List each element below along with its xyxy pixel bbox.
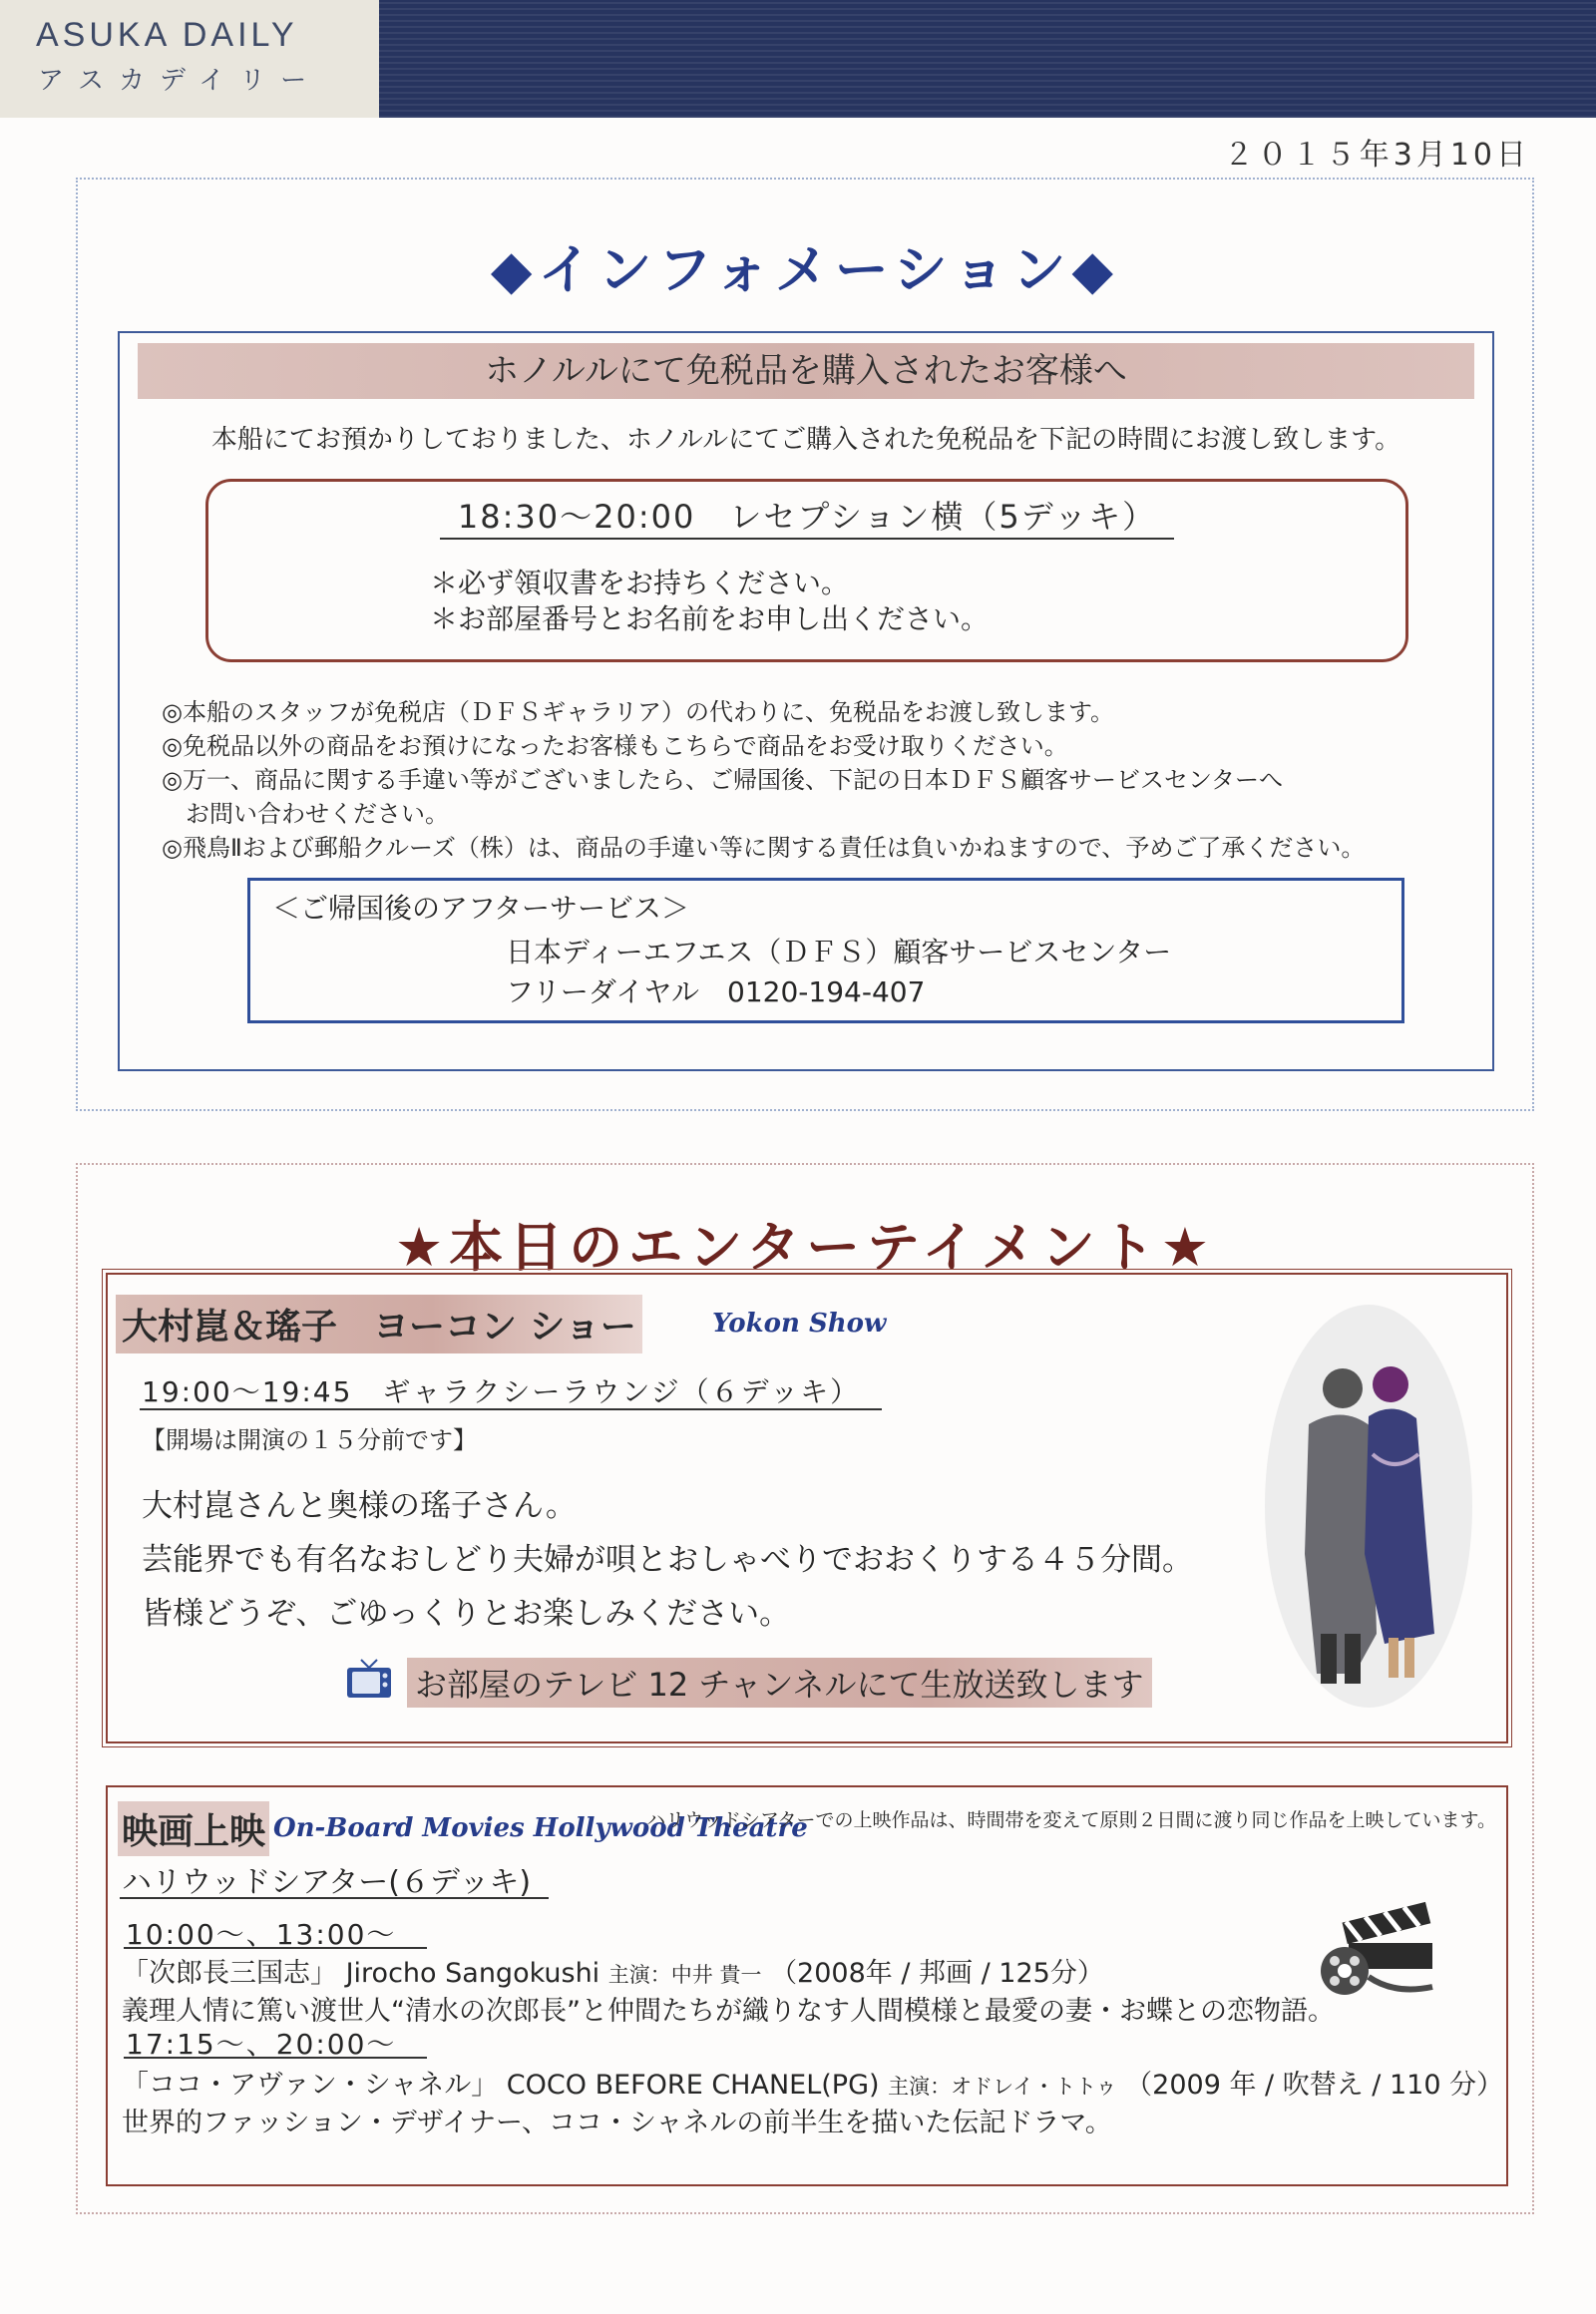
duty-free-banner: ホノルルにて免税品を購入されたお客様へ <box>138 343 1474 399</box>
movie-info: （2009 年 / 吹替え / 110 分） <box>1125 2070 1504 2101</box>
movie-times: 10:00～、13:00～ <box>126 1918 397 1951</box>
movie-info: （2008年 / 邦画 / 125分） <box>770 1958 1104 1989</box>
entertainment-panel <box>76 1163 1534 2214</box>
pickup-note-room: ＊お部屋番号とお名前をお申し出ください。 <box>430 602 990 635</box>
movie-description: 世界的ファッション・デザイナー、ココ・シャネルの前半生を描いた伝記ドラマ。 <box>122 2108 1112 2138</box>
movie-venue-underline <box>120 1897 549 1899</box>
information-panel <box>76 178 1534 1111</box>
show-box <box>106 1273 1508 1743</box>
movie-box <box>106 1785 1508 2186</box>
entertainment-heading: ★本日のエンターテイメント★ <box>394 1216 1216 1279</box>
brand-title: ASUKA DAILY <box>36 16 298 54</box>
note-line: ◎免税品以外の商品をお預けになったお客様もこちらで商品をお受け取りください。 <box>162 732 1068 760</box>
duty-free-notice <box>118 331 1494 1071</box>
movie-entry <box>122 2063 1503 2102</box>
information-heading: ◆インフォメーション◆ <box>490 238 1120 301</box>
brand-kana: アスカデイリー <box>38 66 322 96</box>
show-subtitle: Yokon Show <box>712 1309 887 1339</box>
header-band <box>379 0 1596 118</box>
aftersales-box <box>247 878 1404 1023</box>
movie-cast: 主演：中井 貴一 <box>607 1963 762 1987</box>
duty-free-intro: 本船にてお預かりしておりました、ホノルルにてご購入された免税品を下記の時間にお渡し致します。 <box>210 425 1401 455</box>
movie-notice: ハリウッドシアターでの上映作品は、時間帯を変えて原則２日間に渡り同じ作品を上映しています。 <box>646 1809 1496 1831</box>
pickup-note-receipt: ＊必ず領収書をお持ちください。 <box>430 567 850 599</box>
show-opening-note: 【開場は開演の１５分前です】 <box>142 1426 477 1454</box>
show-description-line: 大村崑さんと奥様の瑤子さん。 <box>142 1488 577 1524</box>
show-time-underline <box>140 1408 882 1410</box>
aftersales-center-name: 日本ディーエフエス（ＤＦＳ）顧客サービスセンター <box>506 936 1172 968</box>
movie-times-underline <box>124 1947 427 1949</box>
note-line: お問い合わせください。 <box>162 800 449 828</box>
movie-title: 「次郎長三国志」 Jirocho Sangokushi <box>122 1958 600 1989</box>
show-time: 19:00～19:45 ギャラクシーラウンジ（６デッキ） <box>142 1375 861 1408</box>
aftersales-phone: フリーダイヤル 0120-194-407 <box>506 975 926 1008</box>
movie-times-underline <box>124 2057 427 2059</box>
issue-date: ２０１５年3月10日 <box>1223 138 1530 173</box>
aftersales-title: ＜ご帰国後のアフターサービス＞ <box>272 892 690 925</box>
movie-description: 義理人情に篤い渡世人“清水の次郎長”と仲間たちが織りなす人間模様と最愛の妻・お蝶との恋物語。 <box>122 1996 1335 2027</box>
note-line: ◎本船のスタッフが免税店（ＤＦＳギャラリア）の代わりに、免税品をお渡し致します。 <box>162 698 1115 726</box>
note-line: ◎飛鳥Ⅱおよび郵船クルーズ（株）は、商品の手違い等に関する責任は負いかねますので、予めご了承ください。 <box>162 834 1366 862</box>
movie-times: 17:15～、20:00～ <box>126 2028 397 2061</box>
pickup-underline <box>440 538 1174 540</box>
show-description-line: 皆様どうぞ、ごゆっくりとお楽しみください。 <box>142 1596 791 1632</box>
film-reel-icon <box>1315 1899 1444 1999</box>
movie-section-subtitle: On-Board Movies Hollywood Theatre <box>273 1813 808 1843</box>
note-line: ◎万一、商品に関する手違い等がございましたら、ご帰国後、下記の日本ＤＦＳ顧客サービスセンターへ <box>162 766 1283 794</box>
performers-photo <box>1265 1305 1472 1708</box>
show-description-line: 芸能界でも有名なおしどり夫婦が唄とおしゃべりでおおくりする４５分間。 <box>142 1542 1193 1578</box>
movie-entry <box>122 1951 1104 1990</box>
broadcast-banner: お部屋のテレビ 12 チャンネルにて生放送致します <box>407 1658 1152 1708</box>
pickup-time: 18:30～20:00 レセプション横（5デッキ） <box>457 498 1157 536</box>
movie-venue: ハリウッドシアター(６デッキ) <box>122 1865 532 1900</box>
pickup-box <box>205 479 1408 662</box>
tv-icon <box>345 1658 393 1700</box>
movie-title: 「ココ・アヴァン・シャネル」 COCO BEFORE CHANEL(PG) <box>122 2070 880 2101</box>
show-title: 大村崑＆瑤子 ヨーコン ショー <box>116 1295 642 1353</box>
movie-section-title: 映画上映 <box>118 1801 269 1856</box>
movie-cast: 主演：オドレイ・トトゥ <box>888 2075 1117 2099</box>
